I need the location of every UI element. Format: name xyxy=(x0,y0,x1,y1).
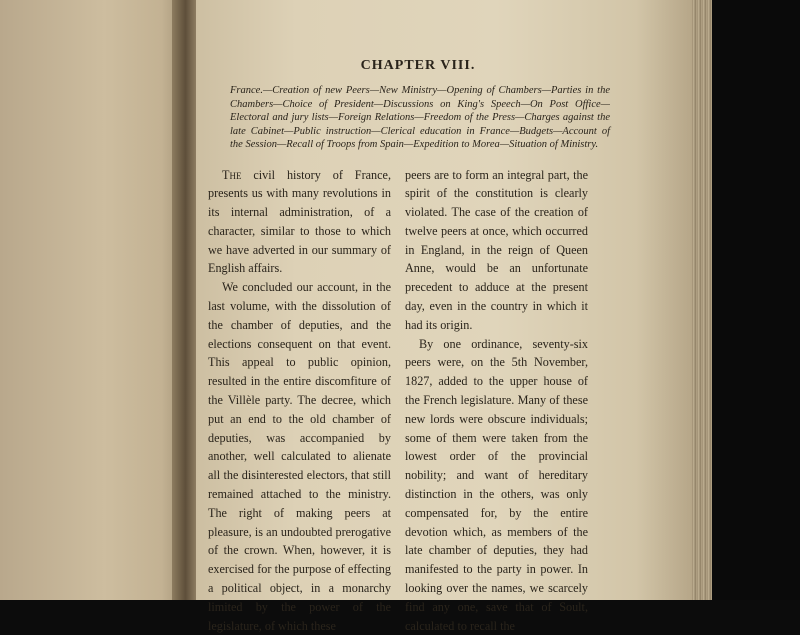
chapter-synopsis: France.—Creation of new Peers—New Ministry—Opening of Chambers—Parties in the Chambers—Choice of President—Discussions on King's Speech—On Post Office—Electoral and jury lists—Foreign Relations—Freedom of the Press—Charges against the late Cabinet—Public instruction—Clerical education in France—Budgets—Account of the Session—Recall of Troops from Spain—Expedition to Morea—Situation of Ministry. xyxy=(230,84,610,152)
left-page xyxy=(0,0,190,600)
chapter-title: CHAPTER VIII. xyxy=(208,58,608,74)
paragraph-lead: The xyxy=(222,168,241,182)
paragraph: By one ordinance, seventy-six peers were, on the 5th November, 1827, added to the upper house of the French legislature. Many of these new lords were obscure individuals; some of them were taken from the lowest order of the provincial nobility; and want of hereditary distinction in the others, was only compensated for, by the entire devotion which, as members of the late chamber of deputies, they had manifested to the party in power. In looking over the names, we scarcely find any one, save that of Soult, calculated to recall the xyxy=(405,335,588,635)
paragraph: We concluded our account, in the last volume, with the dissolution of the chamber of deputies, and the elections consequent on that event. This appeal to public opinion, resulted in the entire discomfiture of the Villèle party. The decree, which put an end to the old chamber of deputies, was accompanied by another, well calculated to alienate all the disinterested electors, that still remained attached to the ministry. The right of making peers at pleasure, is an undoubted prerogative of the crown. When, however, it is exercised for the purpose of effecting a political object, in a monarchy limited by the power of the legislature, of which these xyxy=(208,278,391,635)
paragraph: peers are to form an integral part, the spirit of the constitution is clearly violated. The case of the creation of twelve peers at once, which occurred in England, in the reign of Queen Anne, would be an unfortunate precedent to adduce at the present day, even in the country in which it had its origin. xyxy=(405,166,588,335)
background xyxy=(712,0,800,600)
paragraph xyxy=(208,166,391,279)
paragraph-text: civil history of France, presents us with many revolutions in its internal administration, of a character, similar to those to which we have adverted in our summary of English affairs. xyxy=(208,168,391,276)
page-text xyxy=(208,58,608,635)
right-column xyxy=(405,166,588,635)
text-columns xyxy=(208,166,608,635)
left-column xyxy=(208,166,391,635)
